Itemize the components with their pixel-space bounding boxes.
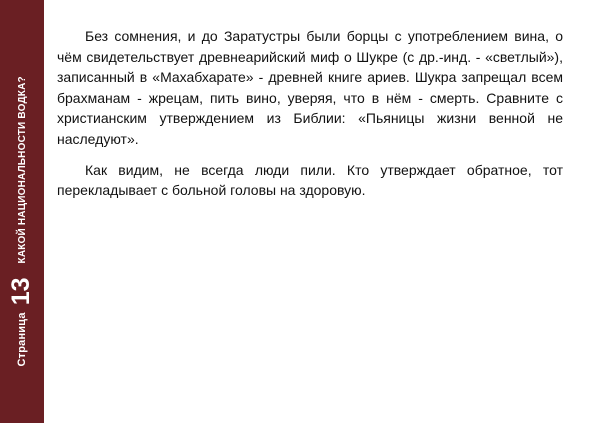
page-body <box>57 26 563 211</box>
page-label: Страница <box>16 312 28 367</box>
book-title: КАКОЙ НАЦИОНАЛЬНОСТИ ВОДКА? <box>16 76 28 264</box>
sidebar-band <box>0 0 44 423</box>
paragraph: Без сомнения, и до Заратустры были борцы с употреблением вина, о чём свидетельствует древнеарийский миф о Шукре (с др.-инд. - «светлый»), записанный в «Махабхарате» - древней книге ариев. Шукра запрещал всем брахманам - жрецам, пить вино, уверяя, что в нём - смерть. Сравните с христианским утверждением из Библии: «Пьяницы жизни венной не наследуют». <box>57 28 563 147</box>
sidebar-caption <box>0 1 44 424</box>
page-number: 13 <box>6 277 35 306</box>
paragraph: Как видим, не всегда люди пили. Кто утверждает обратное, тот перекладывает с больной головы на здоровую. <box>57 161 563 199</box>
